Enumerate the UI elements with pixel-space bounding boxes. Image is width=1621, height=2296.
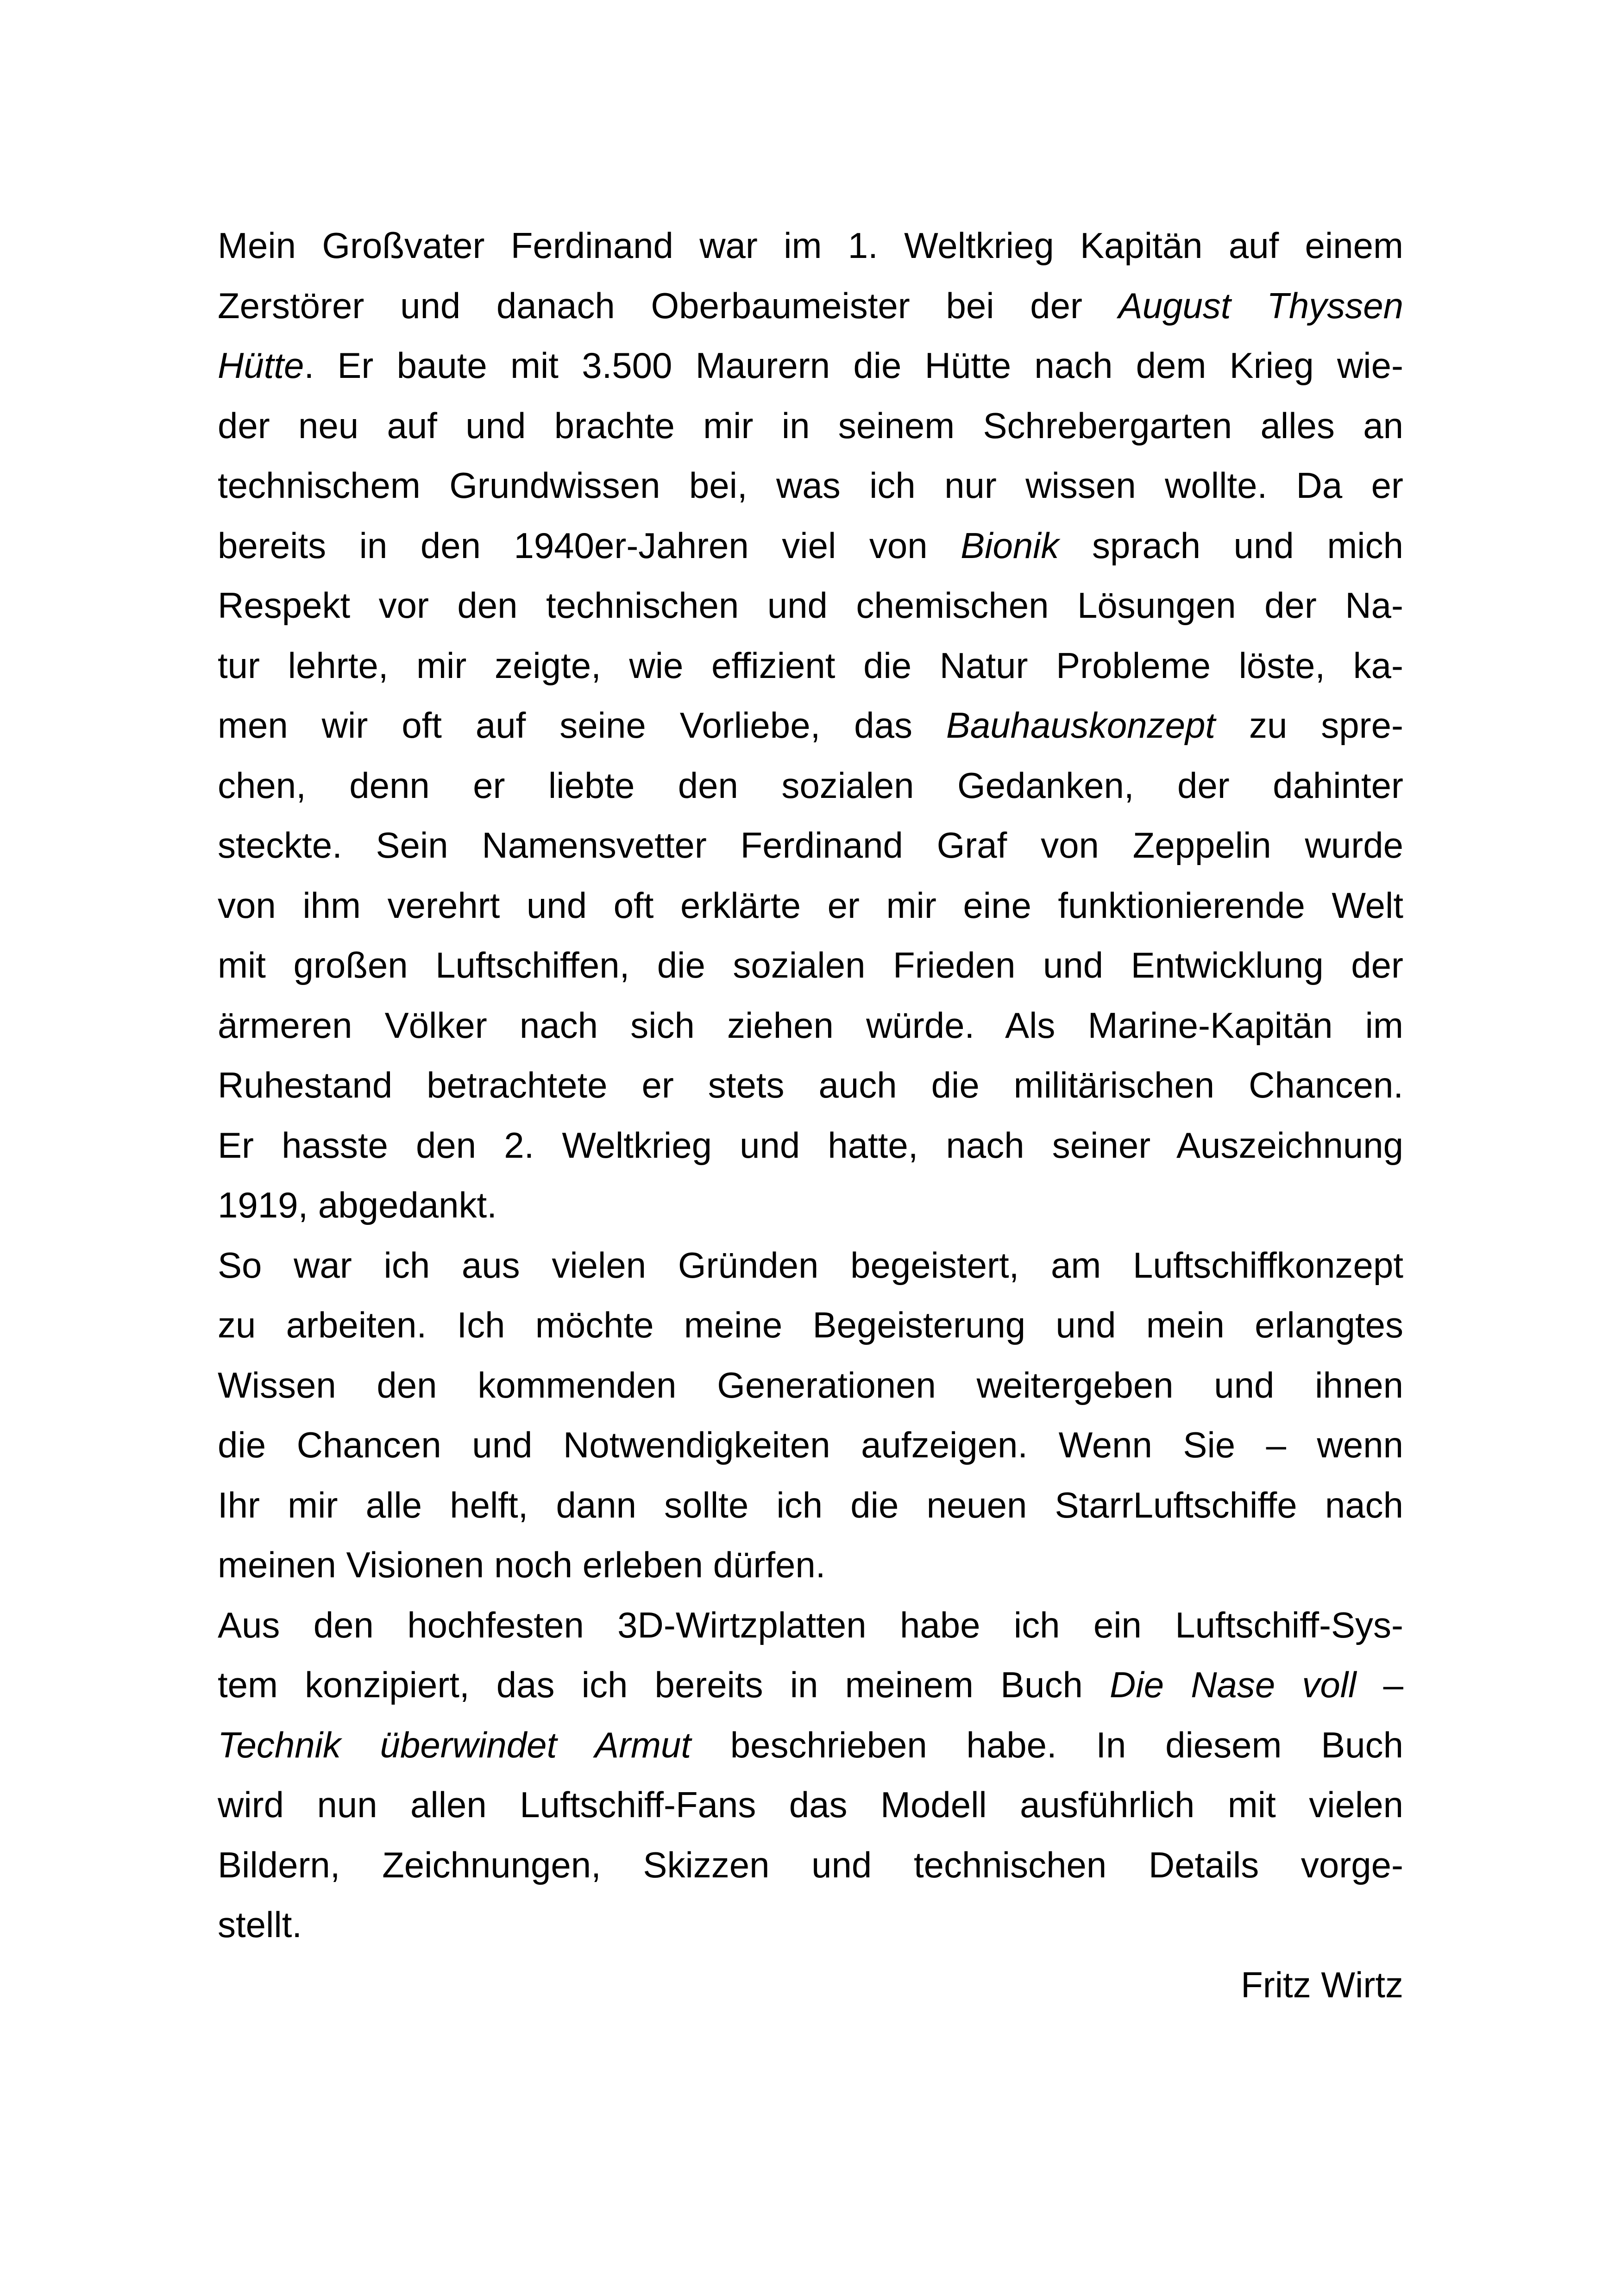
text-line: [218, 1236, 1403, 1296]
text-line: [218, 1715, 1403, 1775]
text-segment: Er hasste den 2. Weltkrieg und hatte, nach seiner Auszeichnung: [218, 1124, 1403, 1166]
text-segment: sprach und mich: [1059, 525, 1403, 566]
text-line: [218, 216, 1403, 276]
text-line: [218, 276, 1403, 336]
text-segment: der neu auf und brachte mir in seinem Schrebergarten alles an: [218, 405, 1403, 446]
text-segment: –: [1356, 1664, 1403, 1705]
text-segment: Wissen den kommenden Generationen weitergeben und ihnen: [218, 1364, 1403, 1405]
text-segment: . Er baute mit 3.500 Maurern die Hütte nach dem Krieg wie-: [304, 345, 1403, 386]
text-segment: tem konzipiert, das ich bereits in meinem Buch: [218, 1664, 1110, 1705]
text-segment: ärmeren Völker nach sich ziehen würde. Als Marine-Kapitän im: [218, 1004, 1403, 1046]
text-segment: von ihm verehrt und oft erklärte er mir eine funktionierende Welt: [218, 885, 1403, 926]
text-segment: zu spre-: [1215, 705, 1403, 746]
text-line: [218, 1295, 1403, 1355]
text-line: [218, 1175, 1403, 1236]
text-line: [218, 636, 1403, 696]
text-line: [218, 935, 1403, 996]
text-segment: steckte. Sein Namensvetter Ferdinand Graf von Zeppelin wurde: [218, 825, 1403, 866]
italic-text: Technik überwindet Armut: [218, 1724, 691, 1765]
text-segment: meinen Visionen noch erleben dürfen.: [218, 1544, 826, 1585]
text-line: [218, 876, 1403, 936]
text-segment: 1919, abgedankt.: [218, 1185, 497, 1225]
text-segment: stellt.: [218, 1904, 302, 1945]
text-line: [218, 1595, 1403, 1656]
signature: Fritz Wirtz: [1241, 1964, 1403, 2005]
text-segment: Aus den hochfesten 3D-Wirtzplatten habe ich ein Luftschiff-Sys-: [218, 1604, 1403, 1645]
paragraph: [218, 216, 1403, 1236]
text-line: [218, 1355, 1403, 1416]
paragraph: [218, 1236, 1403, 1595]
text-segment: beschrieben habe. In diesem Buch: [691, 1724, 1403, 1765]
text-segment: Zerstörer und danach Oberbaumeister bei der: [218, 285, 1118, 326]
text-segment: Ihr mir alle helft, dann sollte ich die neuen StarrLuftschiffe nach: [218, 1484, 1403, 1525]
text-segment: So war ich aus vielen Gründen begeistert, am Luftschiffkonzept: [218, 1244, 1403, 1286]
text-line: [218, 1895, 1403, 1955]
text-segment: wird nun allen Luftschiff-Fans das Modell ausführlich mit vielen: [218, 1784, 1403, 1825]
text-line: [218, 816, 1403, 876]
text-segment: die Chancen und Notwendigkeiten aufzeigen. Wenn Sie – wenn: [218, 1424, 1403, 1465]
text-segment: mit großen Luftschiffen, die sozialen Frieden und Entwicklung der: [218, 945, 1403, 985]
text-segment: zu arbeiten. Ich möchte meine Begeisterung und mein erlangtes: [218, 1305, 1403, 1345]
italic-text: August Thyssen: [1118, 285, 1403, 326]
italic-text: Bauhauskonzept: [946, 705, 1216, 746]
paragraph: [218, 1595, 1403, 1955]
text-segment: Bildern, Zeichnungen, Skizzen und technischen Details vorge-: [218, 1844, 1403, 1885]
text-segment: technischem Grundwissen bei, was ich nur wissen wollte. Da er: [218, 465, 1403, 506]
text-line: [218, 1116, 1403, 1176]
text-line: [218, 516, 1403, 576]
italic-text: Hütte: [218, 345, 304, 386]
italic-text: Bionik: [961, 525, 1059, 566]
text-line: [218, 576, 1403, 636]
text-segment: Ruhestand betrachtete er stets auch die militärischen Chancen.: [218, 1065, 1403, 1105]
text-line: [218, 696, 1403, 756]
text-segment: men wir oft auf seine Vorliebe, das: [218, 705, 946, 746]
text-line: [218, 456, 1403, 516]
text-segment: bereits in den 1940er-Jahren viel von: [218, 525, 961, 566]
text-segment: tur lehrte, mir zeigte, wie effizient die Natur Probleme löste, ka-: [218, 645, 1403, 686]
italic-text: Die Nase voll: [1110, 1664, 1357, 1705]
text-line: [218, 1835, 1403, 1895]
text-segment: chen, denn er liebte den sozialen Gedanken, der dahinter: [218, 765, 1403, 806]
text-line: [218, 1415, 1403, 1475]
text-line: [218, 336, 1403, 396]
body-text: [218, 216, 1403, 2015]
paragraphs: [218, 216, 1403, 1955]
text-line: [218, 1775, 1403, 1835]
text-line: [218, 396, 1403, 456]
text-segment: Mein Großvater Ferdinand war im 1. Weltkrieg Kapitän auf einem: [218, 225, 1403, 266]
text-line: [218, 1475, 1403, 1536]
text-line: [218, 996, 1403, 1056]
text-line: [218, 1055, 1403, 1116]
text-segment: Respekt vor den technischen und chemischen Lösungen der Na-: [218, 585, 1403, 626]
text-line: [218, 1655, 1403, 1715]
text-line: [218, 756, 1403, 816]
text-line: [218, 1535, 1403, 1595]
